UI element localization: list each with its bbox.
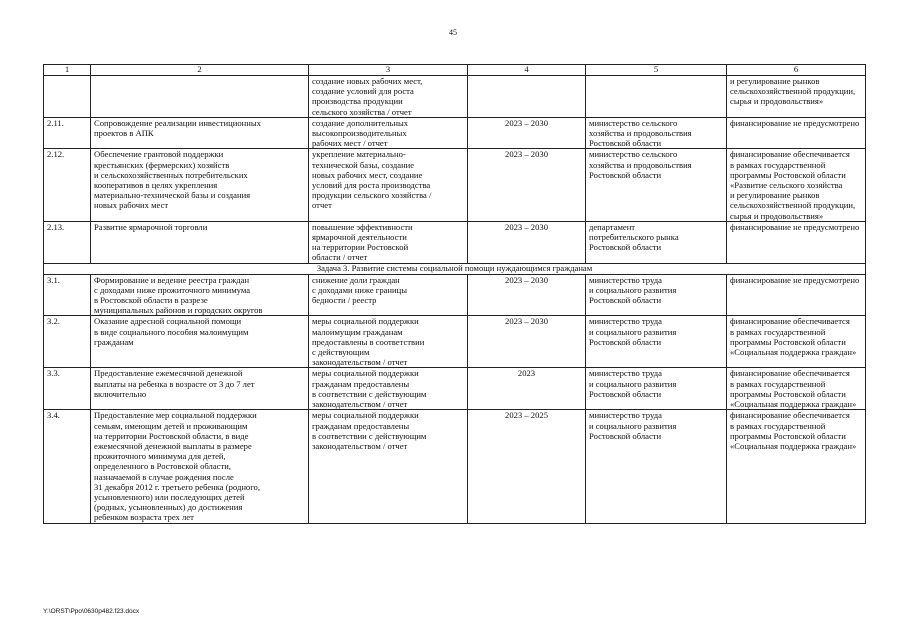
measure-cell-text: Предоставление мер социальной поддержки семьям, имеющим детей и проживающим на территории Ростовской области, в виде ежемесячной денежной выплаты в размере прожиточного минимума для детей, определенного в Ростовской области, назначаемой в случае рождения после 31 декабря 2012 г. третьего ребенка (родного, усыновленного) или последующих детей (родных, усыновленных) до достижения ребенком возраста трех лет xyxy=(94,410,260,523)
period-cell xyxy=(468,76,586,118)
period-cell-text: 2023 – 2030 xyxy=(505,274,548,285)
measure-cell-text: Обеспечение грантовой поддержки крестьянских (фермерских) хозяйств и сельскохозяйственных потребительских кооперативов в целях укрепления материально-технической базы и создания новых рабочих мест xyxy=(94,149,251,211)
executor-cell xyxy=(586,368,727,410)
period-cell xyxy=(468,410,586,523)
result-cell xyxy=(309,316,468,368)
row-number xyxy=(44,76,91,118)
row-number-text: 2.13. xyxy=(47,221,65,232)
row-number xyxy=(44,368,91,410)
measure-cell xyxy=(91,316,309,368)
financing-cell xyxy=(727,149,866,221)
measure-cell-text: Развитие ярмарочной торговли xyxy=(94,221,208,232)
header-row xyxy=(44,65,866,76)
executor-cell xyxy=(586,221,727,263)
table-row xyxy=(44,410,866,523)
executor-cell xyxy=(586,117,727,149)
financing-cell xyxy=(727,368,866,410)
measure-cell xyxy=(91,117,309,149)
financing-cell xyxy=(727,274,866,316)
row-number xyxy=(44,149,91,221)
measure-cell xyxy=(91,410,309,523)
executor-cell xyxy=(586,274,727,316)
financing-cell-text: финансирование обеспечивается в рамках государственной программы Ростовской области «Социальная поддержка граждан» xyxy=(730,368,857,410)
executor-cell-text: министерство сельского хозяйства и продовольствия Ростовской области xyxy=(589,117,692,149)
row-number xyxy=(44,316,91,368)
period-cell xyxy=(468,221,586,263)
table-row xyxy=(44,274,866,316)
table-row xyxy=(44,221,866,263)
measure-cell xyxy=(91,368,309,410)
measure-cell-text: Предоставление ежемесячной денежной выплаты на ребенка в возрасте от 3 до 7 лет включительно xyxy=(94,368,255,399)
measure-cell-text: Формирование и ведение реестра граждан с доходами ниже прожиточного минимума в Ростовской области в разрезе муниципальных районов и городских округов xyxy=(94,274,263,316)
result-cell-text: повышение эффективности ярмарочной деятельности на территории Ростовской области / отчет xyxy=(312,221,413,263)
table-row xyxy=(44,76,866,118)
column-header: 1 xyxy=(44,65,91,76)
page-number: 45 xyxy=(449,28,457,37)
result-cell xyxy=(309,368,468,410)
row-number xyxy=(44,221,91,263)
column-header: 6 xyxy=(727,65,866,76)
financing-cell xyxy=(727,221,866,263)
period-cell xyxy=(468,316,586,368)
financing-cell xyxy=(727,76,866,118)
period-cell-text: 2023 – 2030 xyxy=(505,221,548,232)
period-cell-text: 2023 – 2030 xyxy=(505,149,548,160)
task-heading-row xyxy=(44,263,866,274)
measure-cell xyxy=(91,274,309,316)
period-cell-text: 2023 xyxy=(517,368,536,379)
measure-cell-text: Оказание адресной социальной помощи в виде социального пособия малоимущим гражданам xyxy=(94,316,249,347)
period-cell-text: 2023 – 2030 xyxy=(505,117,548,128)
executor-cell-text: департамент потребительского рынка Ростовской области xyxy=(589,221,679,253)
measure-cell xyxy=(91,149,309,221)
period-cell xyxy=(468,368,586,410)
period-cell-text: 2023 – 2025 xyxy=(505,410,548,421)
measure-cell xyxy=(91,221,309,263)
file-path-footer: Y:\ORST\Ppo\0630p482.f23.docx xyxy=(43,608,140,615)
result-cell-text: укрепление материально- технической базы, создание новых рабочих мест, создание условий для роста производства продукции сельского хозяйства / отчет xyxy=(312,149,432,211)
financing-cell-text: и регулирование рынков сельскохозяйственной продукции, сырья и продовольствия» xyxy=(730,76,856,107)
row-number-text: 2.11. xyxy=(47,117,64,128)
result-cell-text: меры социальной поддержки малоимущим гражданам предоставлены в соответствии с действующим законодательством / отчет xyxy=(312,316,425,368)
table-row xyxy=(44,316,866,368)
result-cell xyxy=(309,221,468,263)
task-heading: Задача 3. Развитие системы социальной помощи нуждающимся гражданам xyxy=(44,263,866,274)
period-cell xyxy=(468,149,586,221)
table-row xyxy=(44,117,866,149)
row-number-text: 3.2. xyxy=(47,316,60,327)
period-cell-text: 2023 – 2030 xyxy=(505,316,548,327)
row-number-text: 2.12. xyxy=(47,149,65,160)
result-cell xyxy=(309,149,468,221)
result-cell-text: меры социальной поддержки гражданам предоставлены в соответствии с действующим законодательством / отчет xyxy=(312,368,427,410)
result-cell-text: снижение доли граждан с доходами ниже границы бедности / реестр xyxy=(312,274,408,306)
executor-cell xyxy=(586,316,727,368)
column-header: 2 xyxy=(91,65,309,76)
result-cell xyxy=(309,76,468,118)
row-number-text: 3.1. xyxy=(47,274,60,285)
financing-cell xyxy=(727,316,866,368)
financing-cell-text: финансирование обеспечивается в рамках государственной программы Ростовской области «Развитие сельского хозяйства и регулирование рынков сельскохозяйственной продукции, сырья и продовольствия» xyxy=(730,149,856,221)
result-cell-text: создание дополнительных высокопроизводительных рабочих мест / отчет xyxy=(312,117,409,149)
financing-cell-text: финансирование не предусмотрено xyxy=(730,117,860,128)
result-cell-text: меры социальной поддержки гражданам предоставлены в соответствии с действующим законодательством / отчет xyxy=(312,410,427,451)
result-cell xyxy=(309,410,468,523)
financing-cell-text: финансирование не предусмотрено xyxy=(730,221,860,232)
measure-cell xyxy=(91,76,309,118)
result-cell xyxy=(309,274,468,316)
result-cell-text: создание новых рабочих мест, создание условий для роста производства продукции сельского хозяйства / отчет xyxy=(312,76,423,117)
table-row xyxy=(44,368,866,410)
executor-cell xyxy=(586,149,727,221)
executor-cell-text: министерство сельского хозяйства и продовольствия Ростовской области xyxy=(589,149,692,180)
financing-cell-text: финансирование не предусмотрено xyxy=(730,274,860,285)
executor-cell-text: министерство труда и социального развития Ростовской области xyxy=(589,368,677,399)
row-number xyxy=(44,117,91,149)
measure-cell-text: Сопровождение реализации инвестиционных проектов в АПК xyxy=(94,117,261,139)
executor-cell-text: министерство труда и социального развития Ростовской области xyxy=(589,410,677,441)
executor-cell-text: министерство труда и социального развития Ростовской области xyxy=(589,316,677,347)
table-row xyxy=(44,149,866,221)
financing-cell xyxy=(727,117,866,149)
period-cell xyxy=(468,117,586,149)
executor-cell xyxy=(586,76,727,118)
financing-cell-text: финансирование обеспечивается в рамках государственной программы Ростовской области «Социальная поддержка граждан» xyxy=(730,316,857,358)
row-number xyxy=(44,410,91,523)
executor-cell xyxy=(586,410,727,523)
column-header: 4 xyxy=(468,65,586,76)
period-cell xyxy=(468,274,586,316)
financing-cell-text: финансирование обеспечивается в рамках государственной программы Ростовской области «Социальная поддержка граждан» xyxy=(730,410,857,451)
row-number xyxy=(44,274,91,316)
executor-cell-text: министерство труда и социального развития Ростовской области xyxy=(589,274,677,306)
column-header: 3 xyxy=(309,65,468,76)
result-cell xyxy=(309,117,468,149)
measures-table xyxy=(43,64,866,524)
financing-cell xyxy=(727,410,866,523)
column-header: 5 xyxy=(586,65,727,76)
row-number-text: 3.4. xyxy=(47,410,60,421)
row-number-text: 3.3. xyxy=(47,368,60,379)
